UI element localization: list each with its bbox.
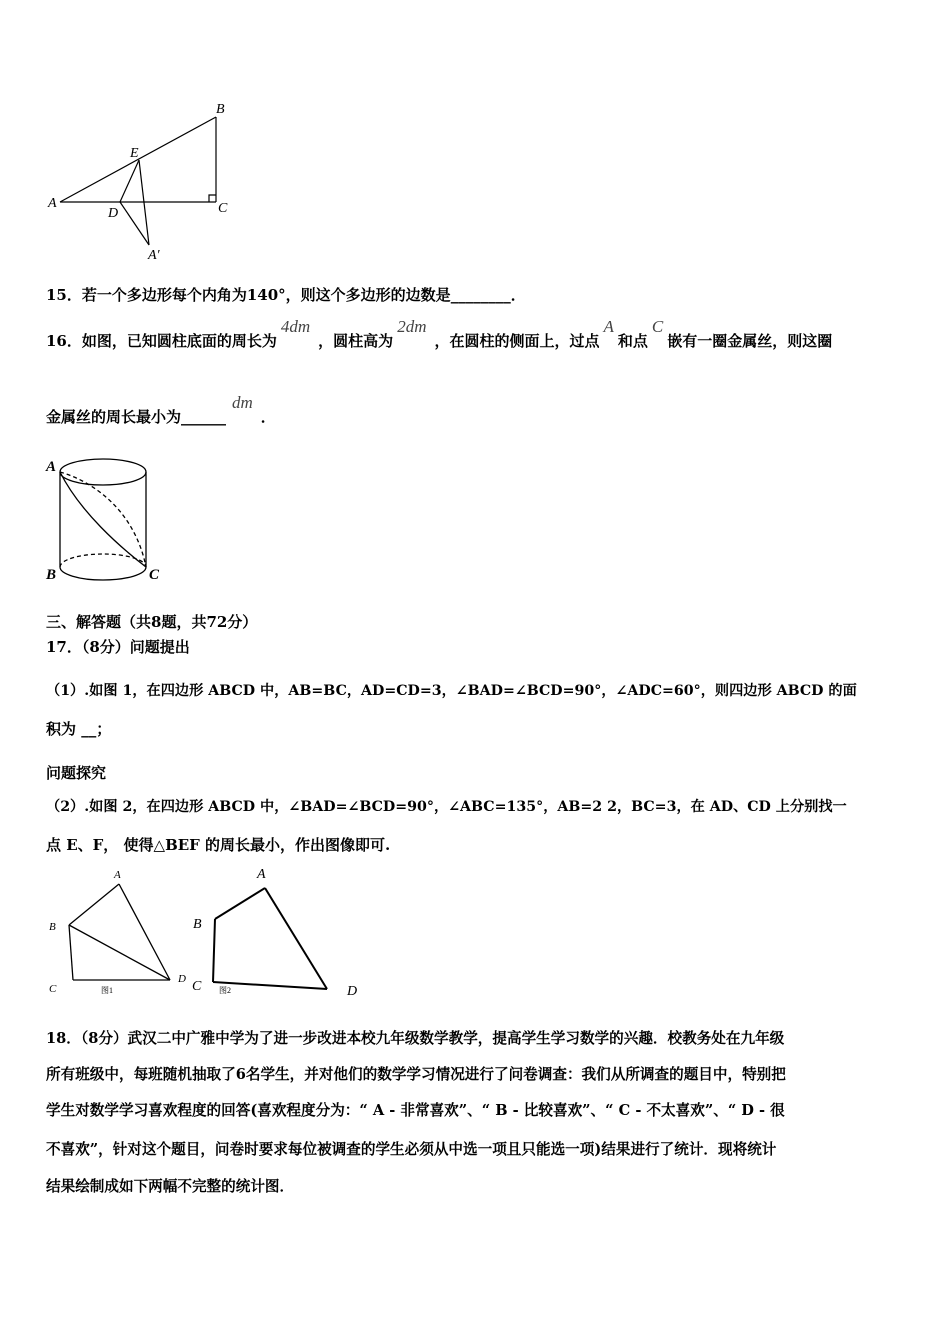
section-title: 三、解答题（共8题，共72分） [46, 613, 258, 631]
fig2-label-B: B [193, 917, 202, 932]
q16-text-3: ，在圆柱的侧面上，过点 [434, 332, 600, 350]
q16-text-1: 16．如图，已知圆柱底面的周长为 [46, 332, 277, 350]
question-16-line1 [46, 319, 832, 363]
question-18-line5: 结果绘制成如下两幅不完整的统计图． [46, 1178, 295, 1195]
figure-17-1 [40, 862, 200, 1002]
question-17-part2-line1: （2）.如图 2，在四边形 ABCD 中，∠BAD=∠BCD=90°，∠ABC=135°，AB=2 2，BC=3，在 AD、CD 上分别找一 [46, 799, 847, 815]
question-16-line2 [46, 393, 276, 426]
cyl-label-C: C [149, 567, 160, 583]
question-18-line1: 18．（8分）武汉二中广雅中学为了进一步改进本校九年级数学教学，提高学生学习数学的兴趣．校教务处在九年级 [46, 1030, 785, 1047]
q16-unit: dm [232, 393, 253, 412]
question-18-line3: 学生对数学学习喜欢程度的回答(喜欢程度分为：“ A - 非常喜欢”、“ B - 比较喜欢”、“ C - 不太喜欢”、“ D - 很 [46, 1102, 785, 1119]
q16-text-5: 嵌有一圈金属丝，则这圈 [667, 332, 833, 350]
cyl-label-A: A [46, 459, 57, 475]
fig2-label-C: C [192, 979, 202, 994]
label-E: E [130, 146, 139, 161]
fig1-label-B: B [49, 921, 56, 933]
fig2-caption: 图2 [219, 986, 231, 995]
q16-circumference: 4dm [280, 317, 311, 336]
question-18-line4: 不喜欢”，针对这个题目，问卷时要求每位被调查的学生必须从中选一项且只能选一项)结果进行了统计．现将统计 [46, 1141, 777, 1158]
question-15: 15．若一个多边形每个内角为140°，则这个多边形的边数是________． [46, 286, 526, 304]
fig2-label-A: A [257, 867, 266, 882]
label-D: D [108, 206, 119, 221]
label-B: B [216, 102, 225, 117]
figure-q14 [40, 95, 250, 265]
q16-point-A: A [603, 317, 614, 336]
q16-line2-text: 金属丝的周长最小为______ [46, 408, 227, 426]
cyl-label-B: B [46, 567, 57, 583]
question-17-head: 17．（8分）问题提出 [46, 638, 190, 656]
fig2-label-D: D [347, 984, 358, 999]
question-17-explore: 问题探究 [46, 764, 107, 782]
q16-point-C: C [651, 317, 664, 336]
question-18-line2: 所有班级中，每班随机抽取了6名学生，并对他们的数学学习情况进行了问卷调查：我们从所调查的题目中，特别把 [46, 1066, 786, 1083]
figure-17-2 [185, 862, 365, 1007]
label-A: A [48, 196, 57, 211]
q16-end: ． [260, 408, 276, 426]
fig1-caption: 图1 [101, 986, 113, 995]
label-A-prime: A′ [148, 248, 160, 263]
fig1-label-C: C [49, 983, 57, 995]
fig1-label-A: A [114, 869, 121, 881]
q16-text-4: 和点 [617, 332, 648, 350]
q16-height: 2dm [397, 317, 427, 336]
question-17-part1-line2: 积为 __； [46, 720, 112, 738]
q16-text-2: ，圆柱高为 [318, 332, 394, 350]
fig1-label-D: D [178, 973, 186, 985]
question-17-part2-line2: 点 E、F， 使得△BEF 的周长最小，作出图像即可. [46, 836, 391, 854]
label-C: C [218, 201, 228, 216]
figure-cylinder [40, 452, 170, 592]
question-17-part1-line1: （1）.如图 1，在四边形 ABCD 中，AB=BC，AD=CD=3，∠BAD=∠BCD=90°，∠ADC=60°，则四边形 ABCD 的面 [46, 683, 857, 699]
